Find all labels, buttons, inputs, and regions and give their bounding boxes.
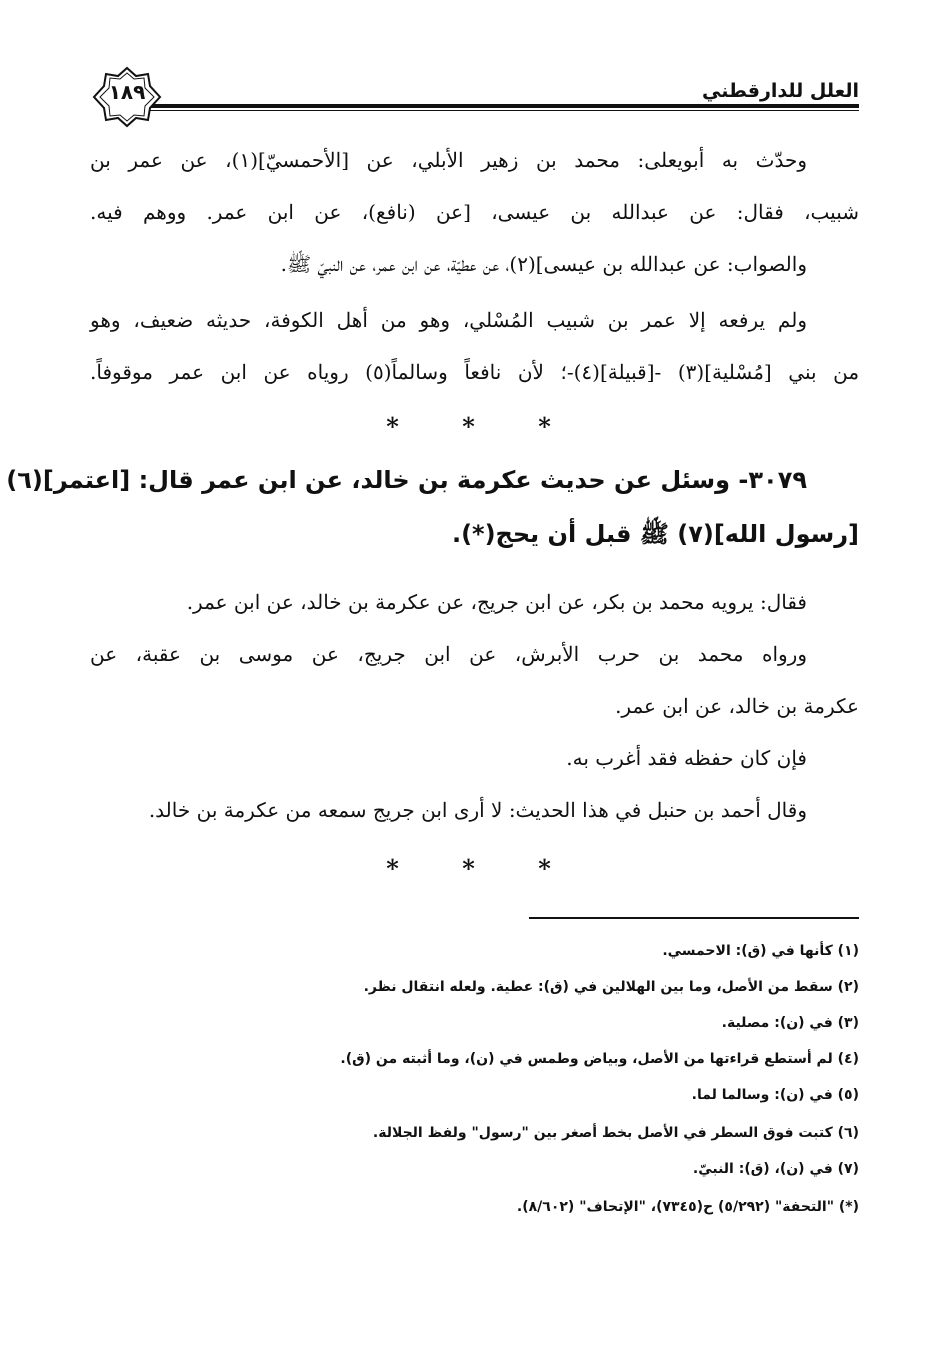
footnote: (٧) في (ن)، (ق): النبيّ. xyxy=(692,1161,859,1177)
footnote-rule xyxy=(529,917,859,919)
answer-line: ورواه محمد بن حرب الأبرش، عن ابن جريج، عن موسى بن عقبة، عن xyxy=(90,642,807,666)
body-line: ولم يرفعه إلا عمر بن شبيب المُسْلي، وهو من أهل الكوفة، حديثه ضعيف، وهو xyxy=(90,308,807,332)
footnote: (١) كأنها في (ق): الاحمسي. xyxy=(662,943,859,959)
footnote: (٢) سقط من الأصل، وما بين الهلالين في (ق): عطية. ولعله انتقال نظر. xyxy=(363,979,859,995)
footnote: (٣) في (ن): مصلية. xyxy=(721,1015,859,1031)
answer-line: فإن كان حفظه فقد أغرب به. xyxy=(566,746,807,770)
footnote: (٤) لم أستطع قراءتها من الأصل، وبياض وطمس في (ن)، وما أثبته من (ق). xyxy=(340,1051,859,1067)
body-line: والصواب: عن عبدالله بن عيسى](٢)، عن عطيّة، عن ابن عمر، عن النبيّ ﷺ. xyxy=(280,252,807,276)
body-line: وحدّث به أبويعلى: محمد بن زهير الأبلي، عن [الأحمسيّ](١)، عن عمر بن xyxy=(90,148,808,172)
body-line: شبيب، فقال: عن عبدالله بن عيسى، [عن (نافع)، عن ابن عمر. ووهم فيه. xyxy=(90,200,859,224)
asterisk: * xyxy=(462,854,475,883)
footnote: (٥) في (ن): وسالما لما. xyxy=(691,1087,859,1103)
question-heading-line: [رسول الله](٧) ﷺ قبل أن يحج(*). xyxy=(451,520,859,548)
footnote: (٦) كتبت فوق السطر في الأصل بخط أصغر بين "رسول" ولفظ الجلالة. xyxy=(372,1125,859,1141)
asterisk: * xyxy=(462,412,475,441)
running-header-title: العلل للدارقطني xyxy=(702,80,859,102)
answer-line: وقال أحمد بن حنبل في هذا الحديث: لا أرى ابن جريج سمعه من عكرمة بن خالد. xyxy=(148,798,807,822)
question-heading-line: ٣٠٧٩- وسئل عن حديث عكرمة بن خالد، عن ابن عمر قال: [اعتمر](٦) xyxy=(6,466,807,494)
page-number: ١٨٩ xyxy=(108,80,146,104)
asterisk: * xyxy=(386,412,399,441)
asterisk: * xyxy=(386,854,399,883)
section-separator xyxy=(0,412,937,441)
section-separator xyxy=(0,854,937,883)
answer-line: فقال: يرويه محمد بن بكر، عن ابن جريج، عن عكرمة بن خالد، عن ابن عمر. xyxy=(186,590,807,614)
asterisk: * xyxy=(538,854,551,883)
body-line: من بني [مُسْلية](٣) -[قبيلة](٤)-؛ لأن نافعاً وسالماً(٥) روياه عن ابن عمر موقوفاً. xyxy=(90,360,860,384)
header-rule xyxy=(140,104,859,111)
answer-line: عكرمة بن خالد، عن ابن عمر. xyxy=(615,694,859,718)
asterisk: * xyxy=(538,412,551,441)
footnote: (*) "التحفة" (٥/٢٩٢) ح(٧٣٤٥)، "الإتحاف" (٨/٦٠٢). xyxy=(516,1199,859,1215)
